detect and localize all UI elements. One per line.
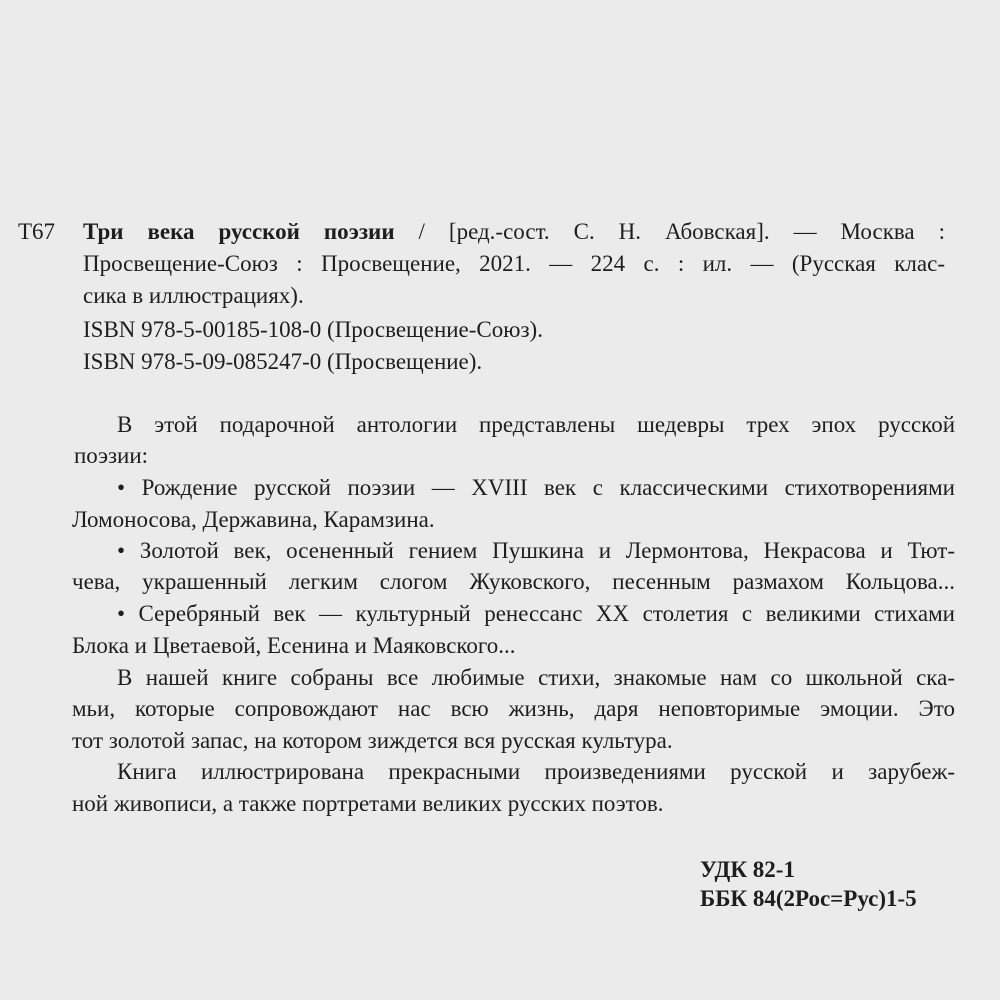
annotation-line: • Серебряный век — культурный ренессанс XX столетия с великими стихами (117, 601, 955, 626)
catalog-line-3: сика в иллюстрациях). (83, 283, 304, 308)
annotation-line: • Рождение русской поэзии — XVIII век с классическими стихотворениями (117, 475, 955, 500)
catalog-line-1 (83, 218, 945, 246)
bbk-code: ББК 84(2Рос=Рус)1-5 (700, 886, 917, 911)
annotation-line: Книга иллюстрирована прекрасными произведениями русской и зарубеж- (117, 759, 955, 784)
udk-code: УДК 82-1 (700, 857, 795, 882)
annotation-line: тот золотой запас, на котором зиждется вся русская культура. (72, 728, 673, 753)
annotation-line: Блока и Цветаевой, Есенина и Маяковского... (72, 633, 516, 658)
annotation-line: ной живописи, а также портретами великих русских поэтов. (72, 791, 664, 816)
catalog-line-2: Просвещение-Союз : Просвещение, 2021. — 224 с. : ил. — (Русская клас- (83, 251, 945, 276)
isbn-2: ISBN 978-5-09-085247-0 (Просвещение). (83, 349, 483, 374)
annotation-line: Ломоносова, Державина, Карамзина. (72, 507, 435, 532)
isbn-1: ISBN 978-5-00185-108-0 (Просвещение-Союз). (83, 317, 543, 342)
annotation-line: мьи, которые сопровождают нас всю жизнь, даря неповторимые эмоции. Это (72, 696, 955, 721)
editor-info: / [ред.-сост. С. Н. Абовская]. — Москва : (394, 219, 945, 244)
annotation-line: В этой подарочной антологии представлены шедевры трех эпох русской (117, 412, 955, 437)
annotation-line: В нашей книге собраны все любимые стихи, знакомые нам со школьной ска- (117, 665, 955, 690)
annotation-line: поэзии: (74, 443, 149, 468)
annotation-line: • Золотой век, осененный гением Пушкина и Лермонтова, Некрасова и Тют- (117, 538, 955, 563)
catalog-code: Т67 (18, 219, 56, 244)
annotation-line: чева, украшенный легким слогом Жуковского, песенным размахом Кольцова... (72, 569, 955, 594)
book-title: Три века русской поэзии (83, 219, 395, 244)
